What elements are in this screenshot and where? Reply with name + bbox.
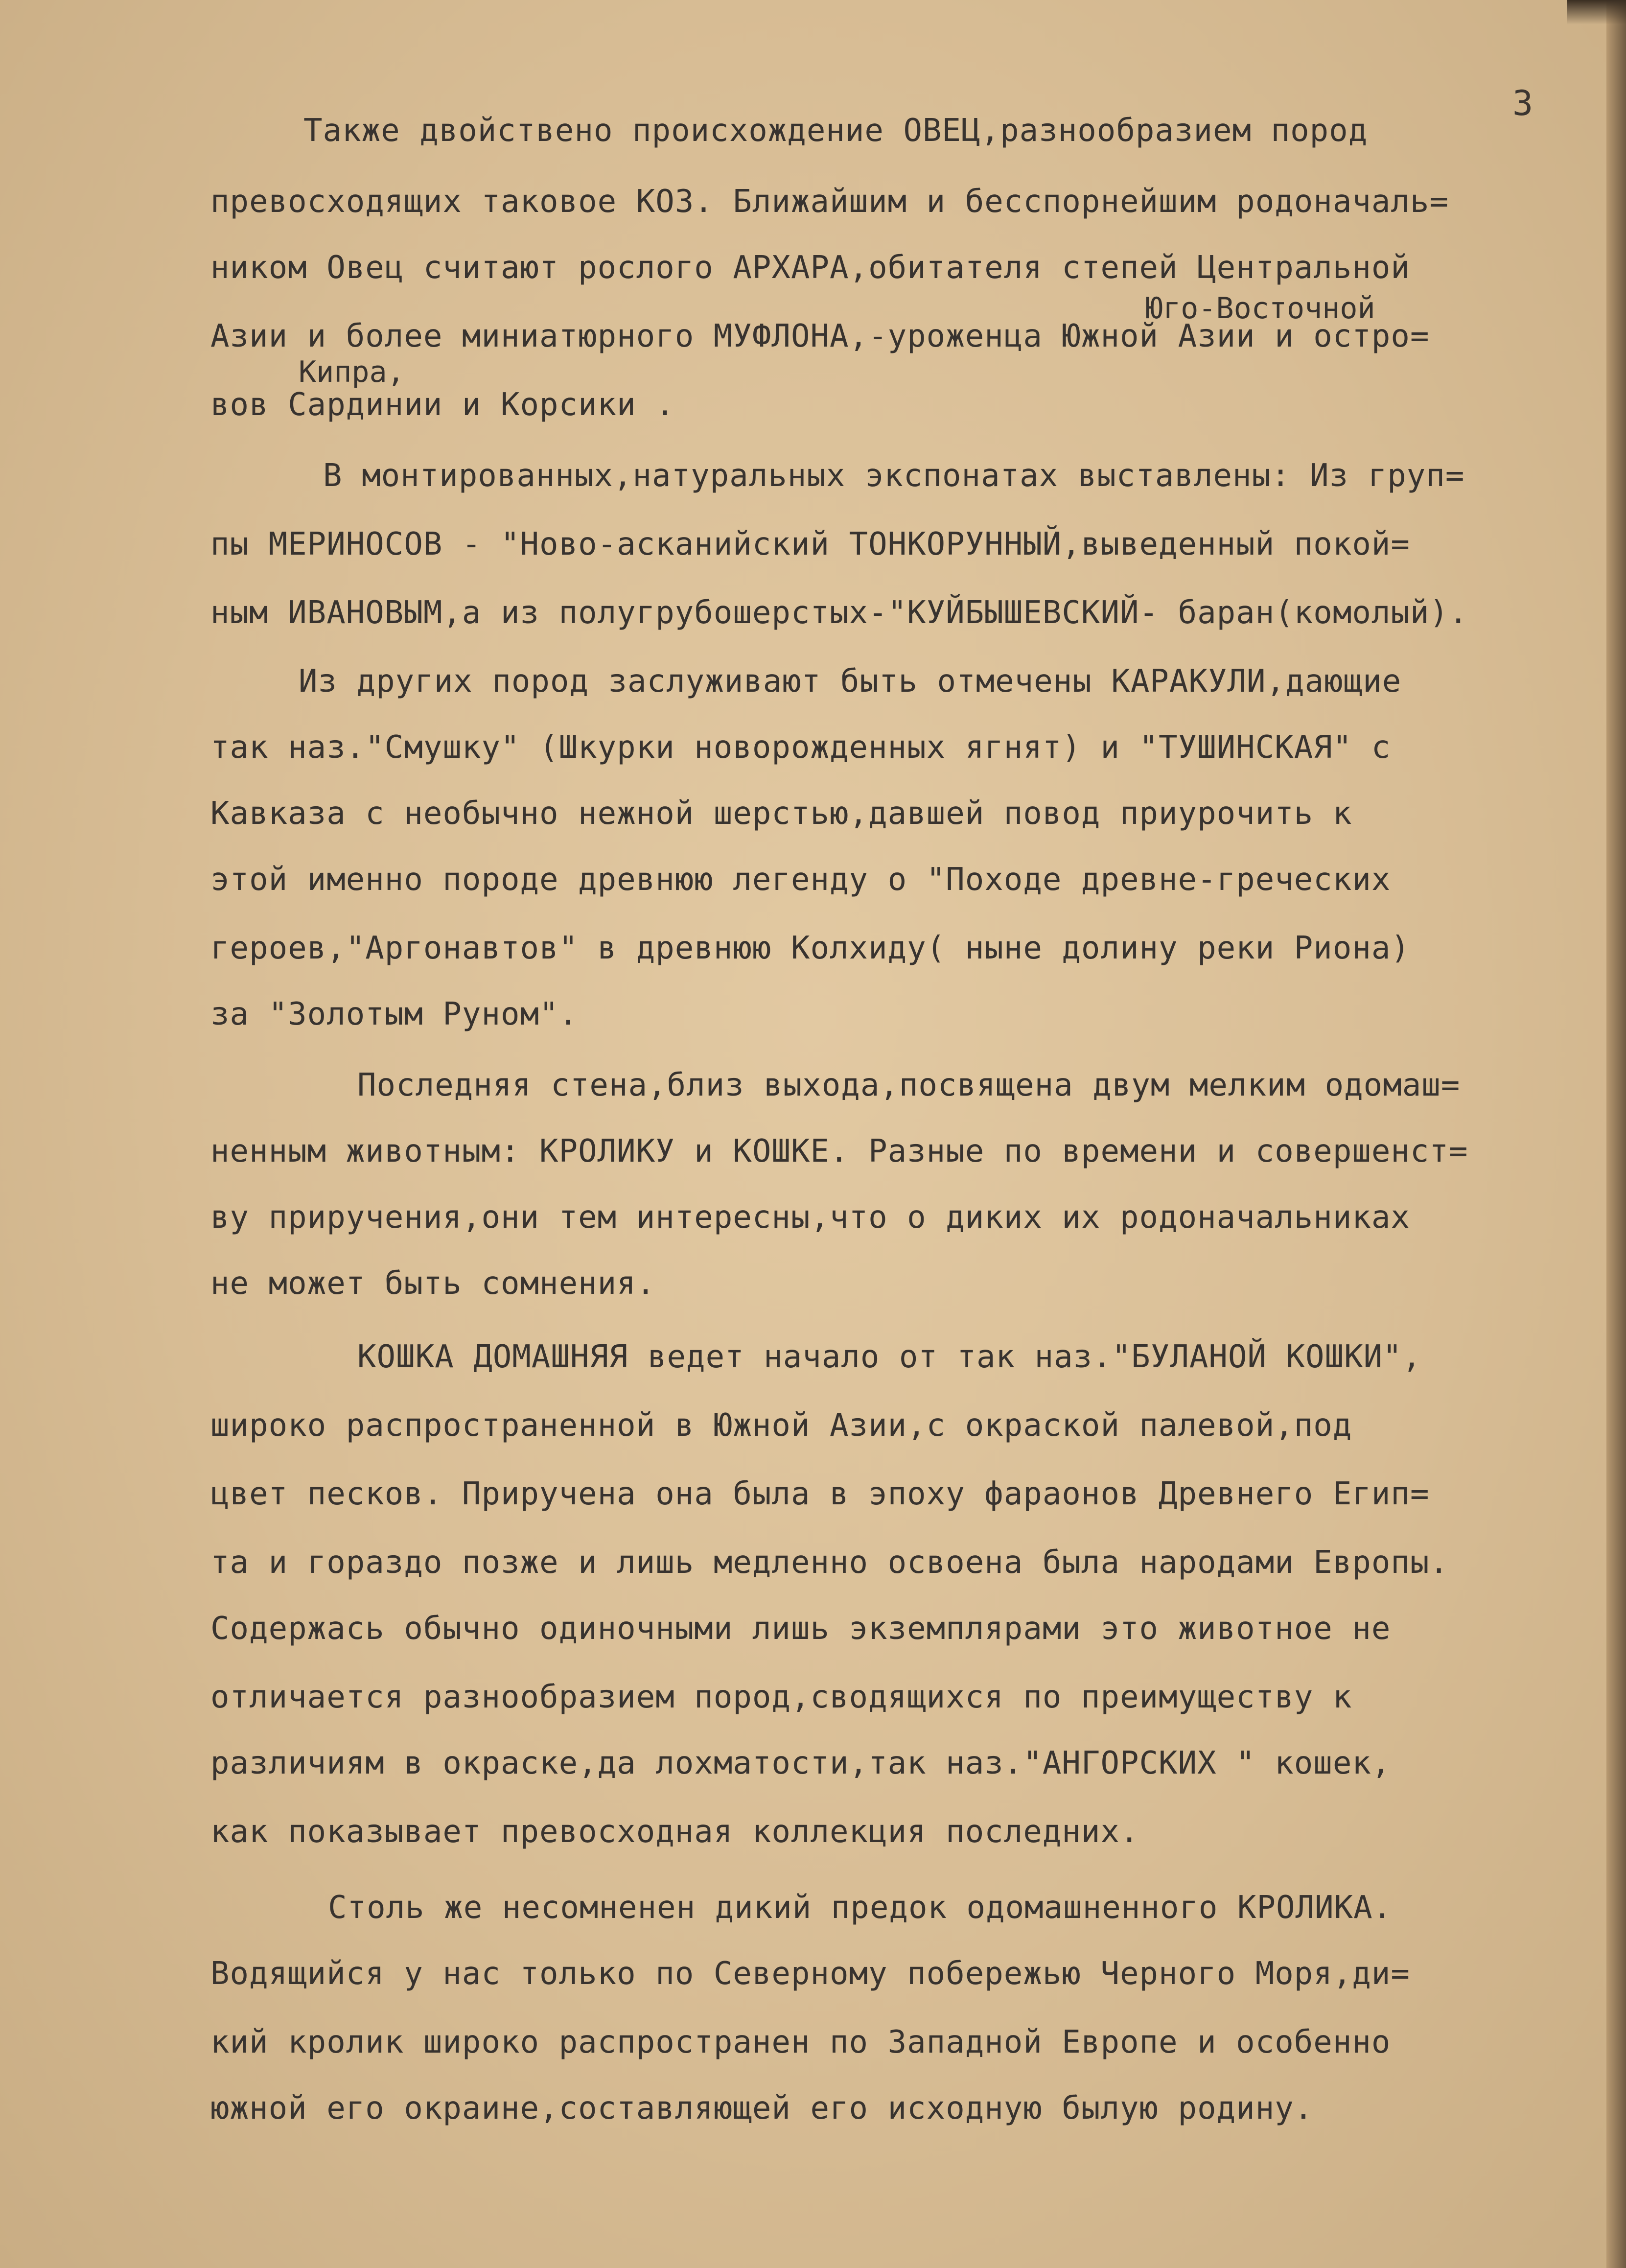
text-line: ненным животным: КРОЛИКУ и КОШКЕ. Разные по времени и совершенст= <box>210 1133 1468 1169</box>
text-line: ву приручения,они тем интересны,что о диких их родоначальниках <box>210 1199 1410 1236</box>
text-line: пы МЕРИНОСОВ - "Ново-асканийский ТОНКОРУННЫЙ,выведенный покой= <box>210 526 1410 562</box>
handwritten-insert: Кипра, <box>299 355 405 389</box>
handwritten-insert: Юго-Восточной <box>1145 291 1375 326</box>
text-line: В монтированных,натуральных экспонатах выставлены: Из груп= <box>323 458 1465 494</box>
text-line: вов Сардинии и Корсики . <box>210 387 675 423</box>
page-number: 3 <box>1512 83 1533 123</box>
text-line: Столь же несомненен дикий предок одомашненного КРОЛИКА. <box>328 1890 1393 1926</box>
text-line: цвет песков. Приручена она была в эпоху фараонов Древнего Егип= <box>210 1476 1430 1512</box>
text-line: не может быть сомнения. <box>210 1265 656 1302</box>
text-line: ником Овец считают рослого АРХАРА,обитателя степей Центральной <box>210 250 1410 286</box>
text-line: КОШКА ДОМАШНЯЯ ведет начало от так наз."БУЛАНОЙ КОШКИ", <box>357 1339 1422 1375</box>
text-line: превосходящих таковое КОЗ. Ближайшим и бесспорнейшим родоначаль= <box>210 184 1449 220</box>
text-line: Из других пород заслуживают быть отмечены КАРАКУЛИ,дающие <box>299 663 1402 700</box>
text-line: та и гораздо позже и лишь медленно освоена была народами Европы. <box>210 1544 1449 1581</box>
text-line: Также двойствено происхождение ОВЕЦ,разнообразием пород <box>303 113 1368 149</box>
text-line: Азии и более миниатюрного МУФЛОНА,-уроженца Южной Азии и остро= <box>210 318 1430 354</box>
text-line: Последняя стена,близ выхода,посвящена двум мелким одомаш= <box>357 1067 1461 1103</box>
text-line: отличается разнообразием пород,сводящихся по преимуществу к <box>210 1679 1352 1715</box>
text-line: за "Золотым Руном". <box>210 996 579 1032</box>
text-line: ным ИВАНОВЫМ,а из полугрубошерстых-"КУЙБЫШЕВСКИЙ- баран(комолый). <box>210 595 1468 631</box>
text-line: Кавказа с необычно нежной шерстью,давшей повод приурочить к <box>210 795 1352 832</box>
text-line: Содержась обычно одиночными лишь экземплярами это животное не <box>210 1611 1391 1647</box>
text-line: как показывает превосходная коллекция последних. <box>210 1814 1139 1850</box>
text-line: Водящийся у нас только по Северному побережью Черного Моря,ди= <box>210 1956 1410 1992</box>
text-line: так наз."Смушку" (Шкурки новорожденных ягнят) и "ТУШИНСКАЯ" с <box>210 729 1391 766</box>
text-line: кий кролик широко распространен по Западной Европе и особенно <box>210 2024 1391 2060</box>
text-line: этой именно породе древнюю легенду о "Походе древне-греческих <box>210 862 1391 898</box>
text-line: южной его окраине,составляющей его исходную былую родину. <box>210 2090 1314 2127</box>
text-line: различиям в окраске,да лохматости,так наз."АНГОРСКИХ " кошек, <box>210 1745 1391 1781</box>
text-line: широко распространенной в Южной Азии,с окраской палевой,под <box>210 1407 1352 1444</box>
text-line: героев,"Аргонавтов" в древнюю Колхиду( ныне долину реки Риона) <box>210 930 1410 966</box>
